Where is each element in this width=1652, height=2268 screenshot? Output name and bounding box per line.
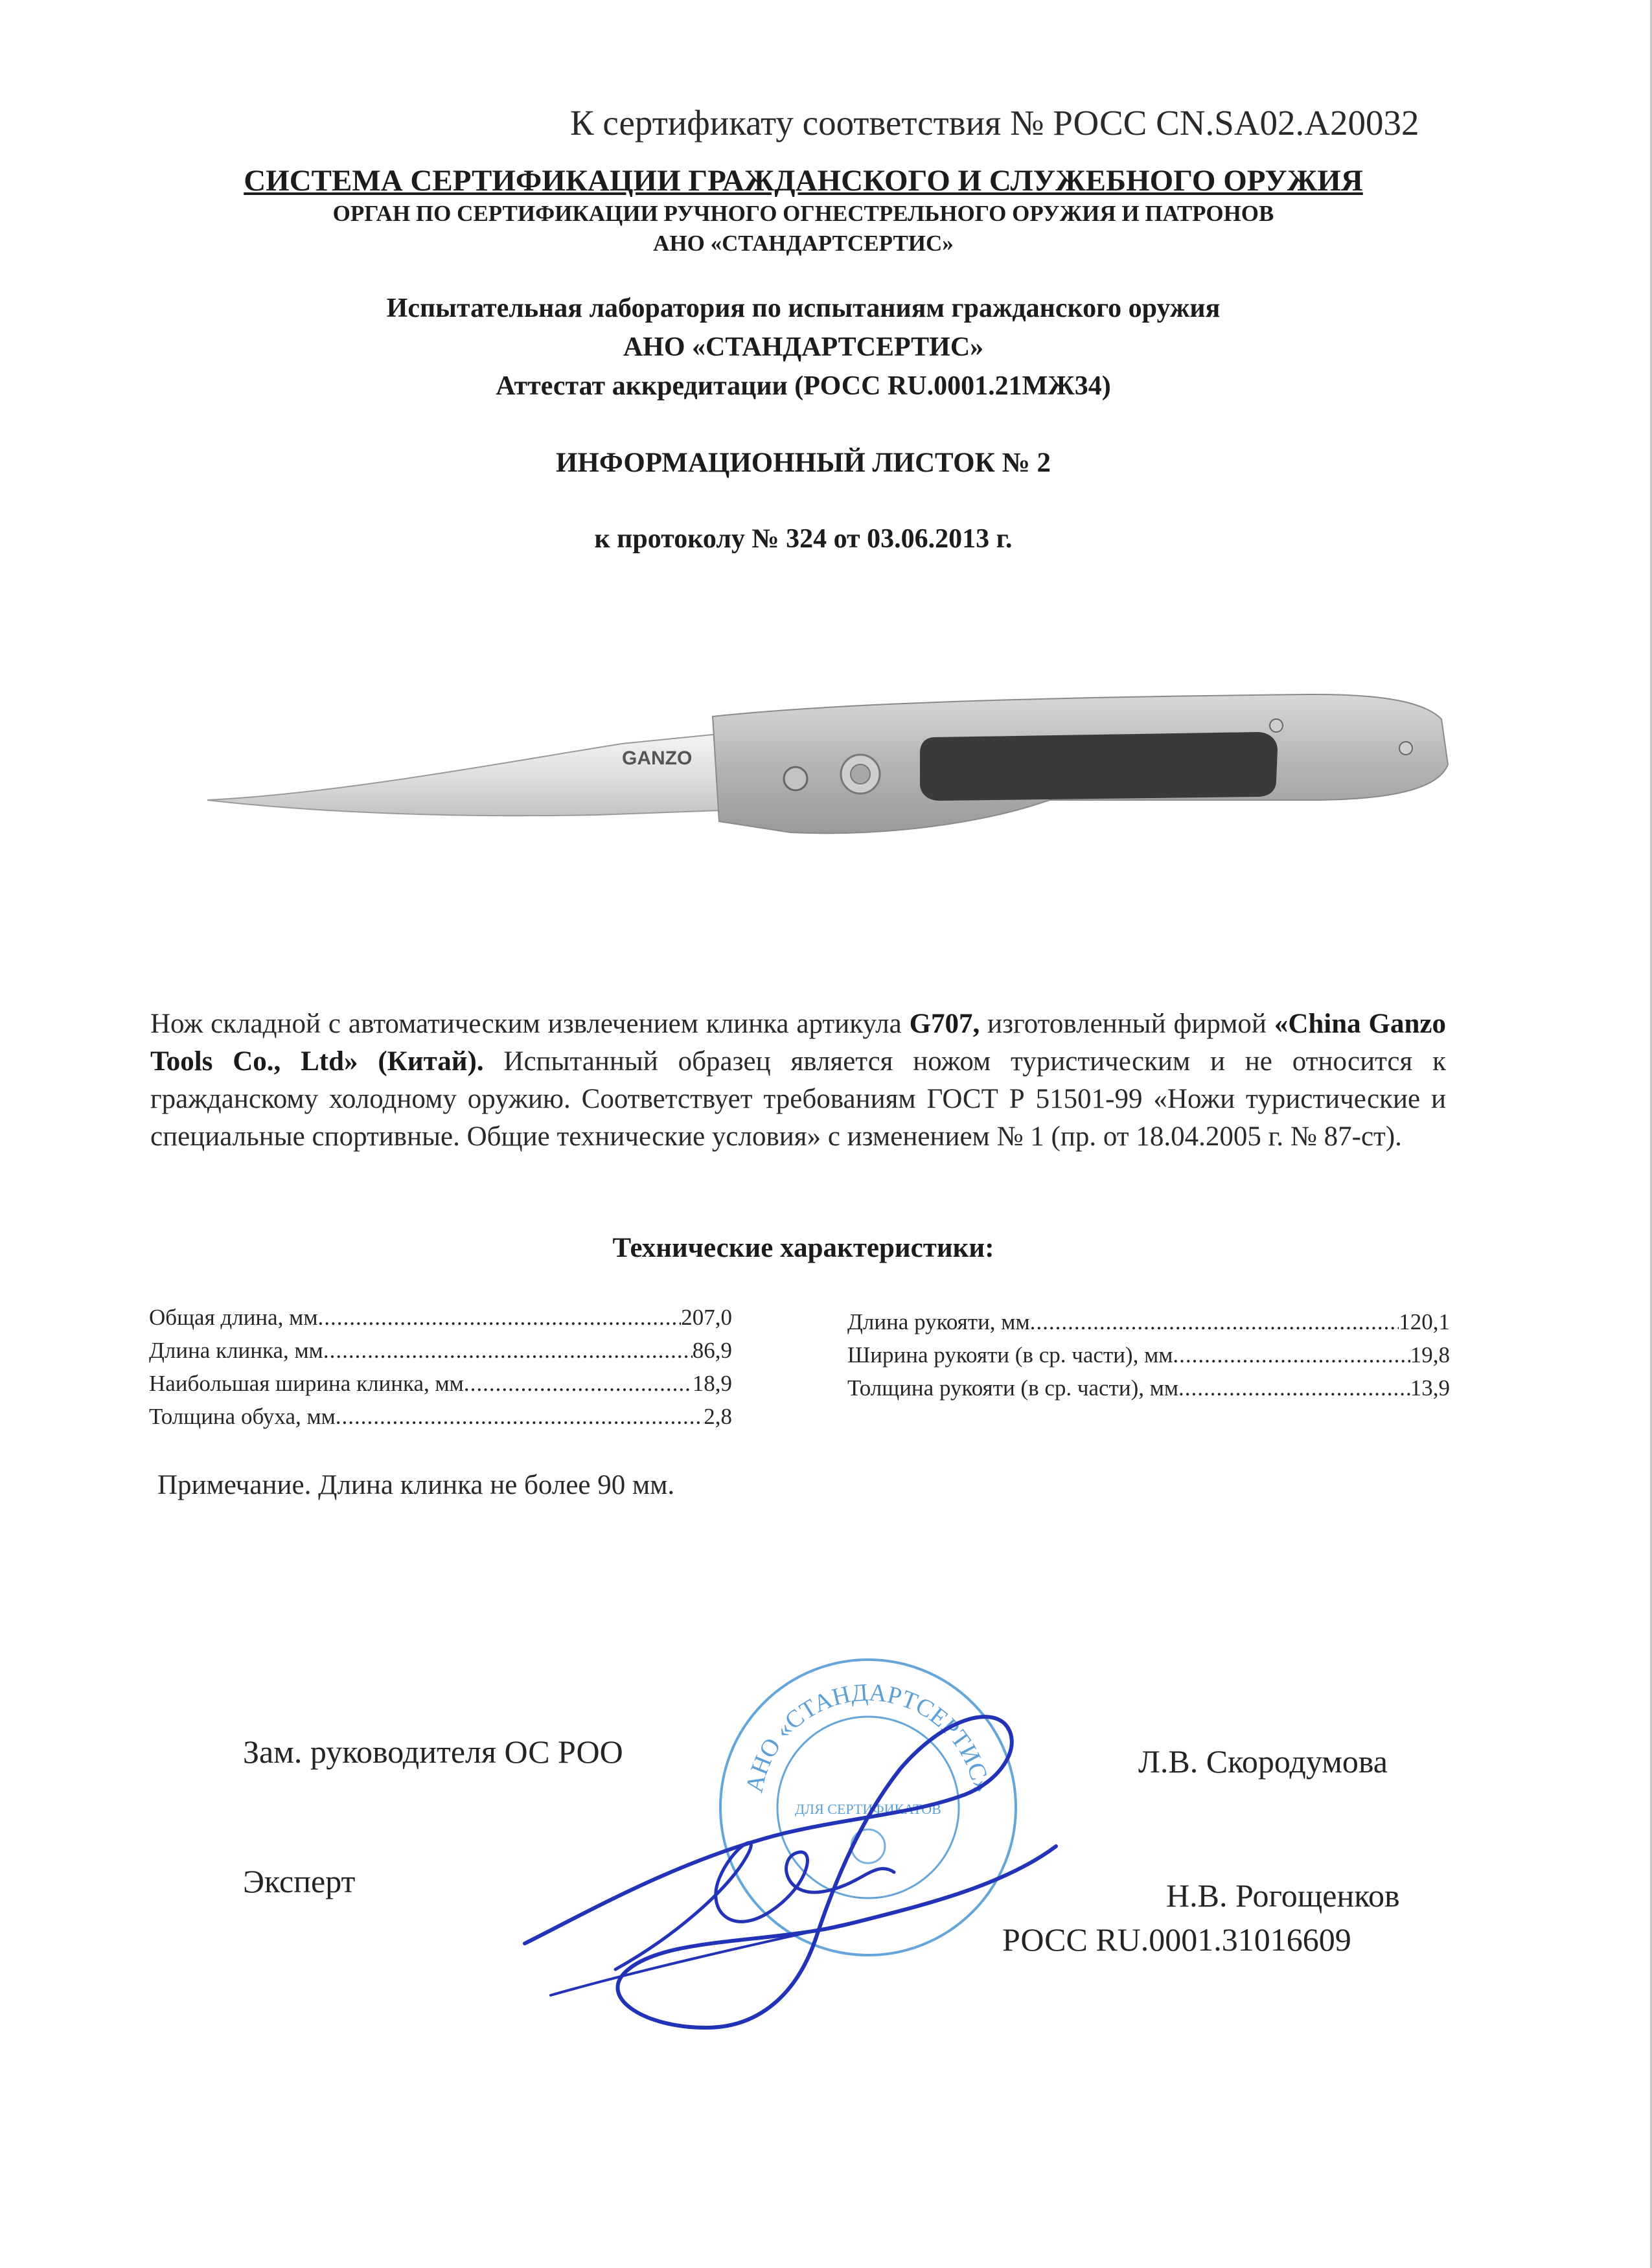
signer-registration: РОСС RU.0001.31016609	[1002, 1921, 1351, 1958]
signer-position-2: Эксперт	[243, 1863, 356, 1899]
spec-row: Длина рукояти, мм ..... 120,1	[847, 1305, 1450, 1338]
technical-specs-title: Технические характеристики:	[612, 1233, 994, 1263]
spec-row: Общая длина, мм ..... 207,0	[149, 1301, 732, 1334]
lab-name: Испытательная лаборатория по испытаниям гражданского оружия	[386, 293, 1221, 323]
info-sheet-title: ИНФОРМАЦИОННЫЙ ЛИСТОК № 2	[555, 448, 1051, 478]
spec-row: Толщина обуха, мм ..... 2,8	[149, 1400, 732, 1433]
note: Примечание. Длина клинка не более 90 мм.	[157, 1470, 675, 1500]
handwritten-signature	[512, 1665, 1069, 2054]
knife-inlay	[920, 732, 1278, 801]
svg-text:АНО «СТАНДАРТСЕРТИС»: АНО «СТАНДАРТСЕРТИС»	[740, 1678, 996, 1795]
spec-row: Наибольшая ширина клинка, мм ..... 18,9	[149, 1367, 732, 1400]
specs-left-column	[149, 1301, 732, 1433]
accreditation-certificate: Аттестат аккредитации (РОСС RU.0001.21МЖ34)	[496, 371, 1111, 401]
lab-organization: АНО «СТАНДАРТСЕРТИС»	[623, 332, 984, 362]
ganzo-logo: GANZO	[622, 748, 693, 769]
certificate-reference: К сертификату соответствия № РОСС CN.SA02.A20032	[570, 103, 1419, 143]
spec-row: Ширина рукояти (в ср. части), мм ..... 19,8	[847, 1338, 1450, 1371]
product-description: Нож складной с автоматическим извлечением клинка артикула G707, изготовленный фирмой «China Ganzo Tools Co., Ltd» (Китай). Испытанный образец является ножом туристическим и не относится к гражданскому холодному оружию. Соответствует требованиям ГОСТ Р 51501-99 «Ножи туристические и специальные спортивные. Общие технические условия» с изменением № 1 (пр. от 18.04.2005 г. № 87-ст).	[150, 1009, 1446, 1152]
protocol-reference: к протоколу № 324 от 03.06.2013 г.	[594, 524, 1013, 554]
knife-blade	[207, 732, 739, 816]
knife-pivot-screw	[784, 767, 807, 790]
certification-system-title: СИСТЕМА СЕРТИФИКАЦИИ ГРАЖДАНСКОГО И СЛУЖЕБНОГО ОРУЖИЯ	[244, 164, 1363, 198]
signer-name-2: Н.В. Рогощенков	[1166, 1877, 1400, 1914]
spec-row: Толщина рукояти (в ср. части), мм ..... 13,9	[847, 1371, 1450, 1404]
signer-name-1: Л.В. Скородумова	[1138, 1743, 1388, 1780]
knife-photo	[207, 667, 1464, 862]
specs-right-column	[847, 1305, 1450, 1404]
knife-screw	[1270, 719, 1283, 732]
spec-row: Длина клинка, мм ..... 86,9	[149, 1334, 732, 1367]
svg-text:ДЛЯ СЕРТИФИКАТОВ: ДЛЯ СЕРТИФИКАТОВ	[795, 1801, 941, 1817]
knife-screw	[1399, 742, 1412, 755]
certification-organ: ОРГАН ПО СЕРТИФИКАЦИИ РУЧНОГО ОГНЕСТРЕЛЬНОГО ОРУЖИЯ И ПАТРОНОВ	[332, 201, 1274, 226]
signer-position-1: Зам. руководителя ОС РОО	[243, 1734, 623, 1770]
organization-name: АНО «СТАНДАРТСЕРТИС»	[653, 231, 954, 256]
